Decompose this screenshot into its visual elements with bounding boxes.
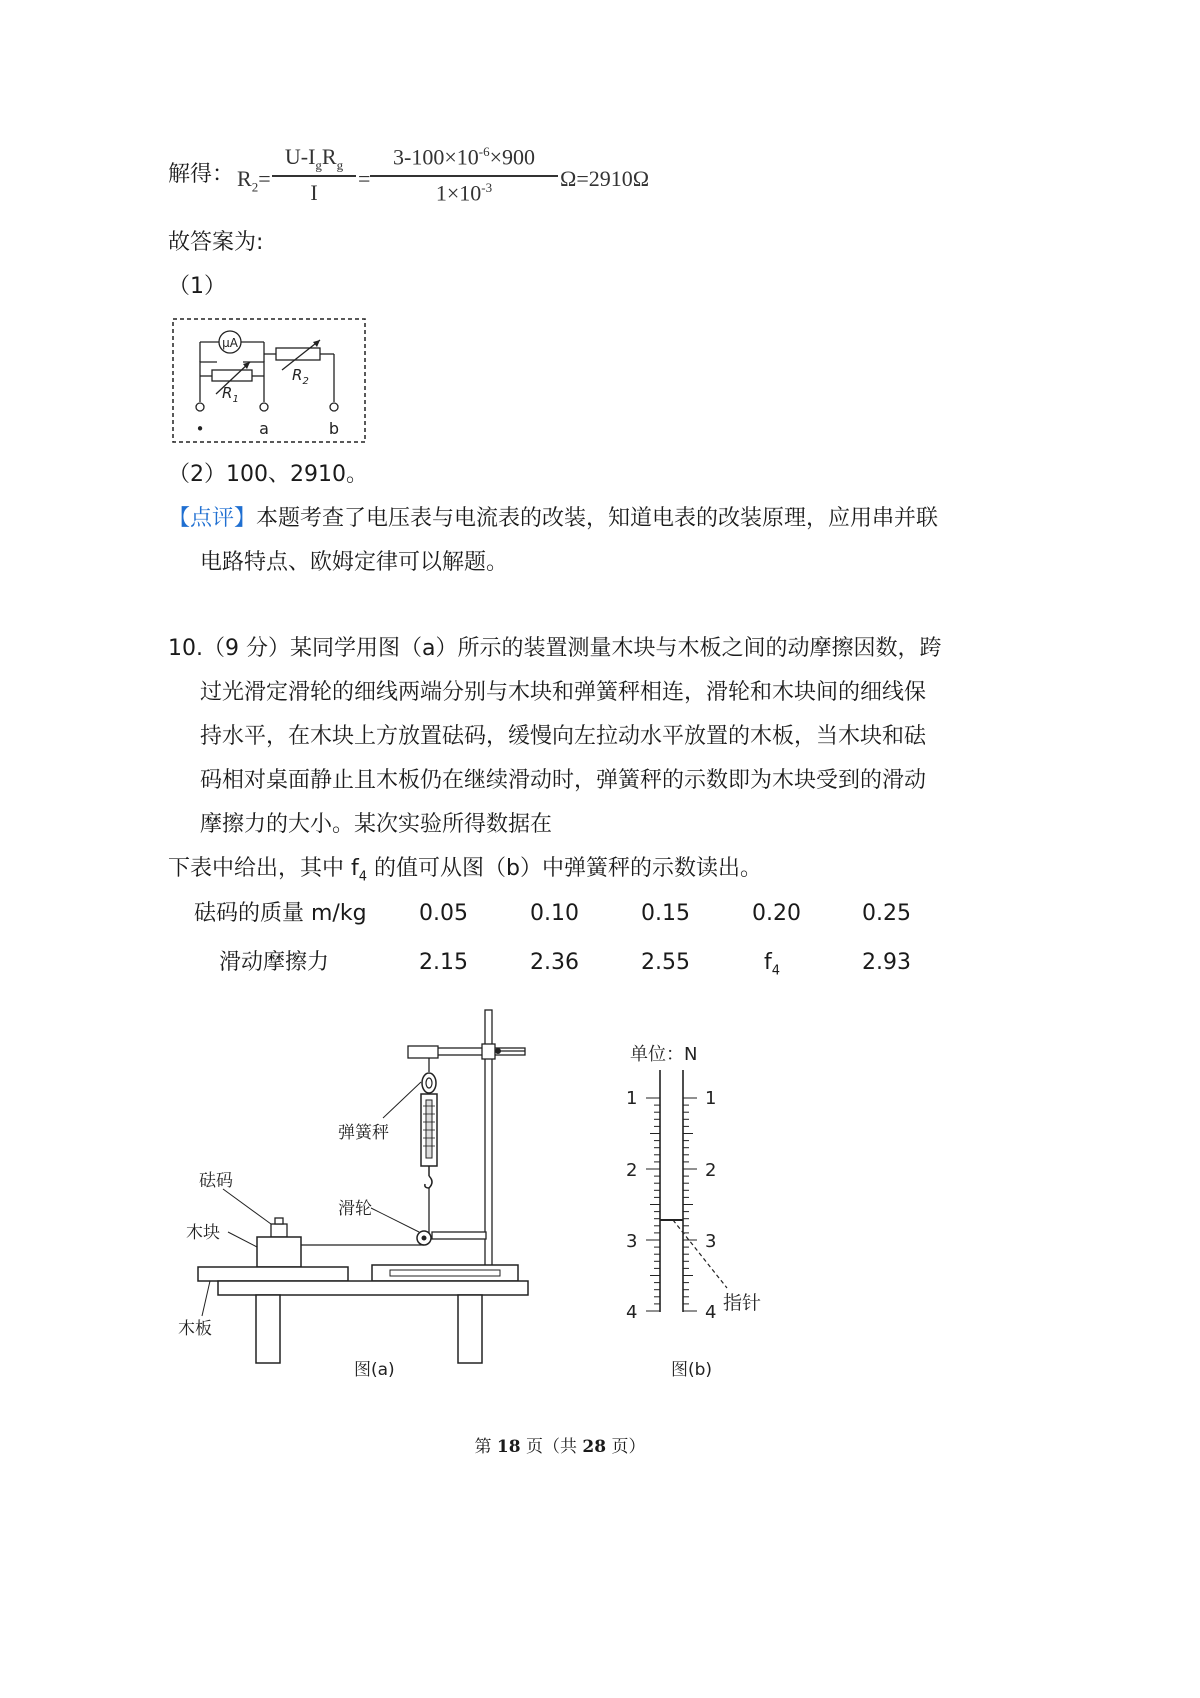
r2-symbol: $R_2=$ bbox=[237, 166, 271, 195]
table-top bbox=[218, 1281, 528, 1295]
terminal-b bbox=[330, 403, 338, 411]
terminal-a-label: a bbox=[259, 419, 269, 438]
part-1-label: （1） bbox=[168, 274, 226, 299]
terminal-common bbox=[196, 403, 204, 411]
circuit-diagram bbox=[172, 318, 367, 444]
label-pulley: 滑轮 bbox=[338, 1199, 372, 1219]
equals-sign: = bbox=[358, 166, 371, 191]
formula-result: Ω=2910Ω bbox=[560, 166, 650, 191]
question-line-3: 持水平，在木块上方放置砝码，缓慢向左拉动水平放置的木板，当木块和砝 bbox=[200, 724, 927, 749]
left-tick-label: 1 bbox=[626, 1088, 638, 1109]
right-tick-label: 4 bbox=[705, 1302, 717, 1323]
figure-b-caption: 图(b) bbox=[671, 1360, 713, 1380]
review-line-1: 【点评】本题考查了电压表与电流表的改装，知道电表的改装原理，应用串并联 bbox=[168, 506, 939, 531]
page-number: 18 bbox=[496, 1437, 521, 1457]
r1-label: $R_1$ bbox=[222, 384, 239, 405]
label-board: 木板 bbox=[178, 1319, 212, 1339]
table-cell: 2.36 bbox=[530, 950, 579, 975]
table-cell: 0.25 bbox=[862, 901, 911, 926]
fraction-1-bar bbox=[272, 175, 356, 177]
table-cell: 0.05 bbox=[419, 901, 468, 926]
terminal-a bbox=[260, 403, 268, 411]
left-tick-label: 3 bbox=[626, 1231, 638, 1252]
figure-a-caption: 图(a) bbox=[354, 1360, 395, 1380]
fraction-2-bar bbox=[370, 175, 558, 177]
question-line-6: 下表中给出，其中 $f_4$ 的值可从图（b）中弹簧秤的示数读出。 bbox=[168, 856, 762, 885]
answer-intro: 故答案为: bbox=[168, 230, 264, 255]
review-line-2: 电路特点、欧姆定律可以解题。 bbox=[200, 550, 509, 575]
question-line-2: 过光滑定滑轮的细线两端分别与木块和弹簧秤相连，滑轮和木块间的细线保 bbox=[200, 680, 927, 705]
figure-a-apparatus bbox=[168, 1000, 568, 1390]
weight bbox=[271, 1224, 287, 1237]
question-line-1: 10.（9 分）某同学用图（a）所示的装置测量木块与木板之间的动摩擦因数，跨 bbox=[168, 636, 942, 661]
wood-board bbox=[198, 1267, 348, 1281]
table-cell: 2.55 bbox=[641, 950, 690, 975]
left-ticks bbox=[646, 1098, 660, 1311]
fraction-1-numerator: $U-I_gR_g$ bbox=[284, 144, 344, 173]
left-tick-label: 2 bbox=[626, 1160, 638, 1181]
meter-label: μA bbox=[222, 336, 238, 350]
fraction-1-denominator: I bbox=[310, 180, 318, 205]
page-total: 28 bbox=[582, 1437, 607, 1457]
left-tick-label: 4 bbox=[626, 1302, 638, 1323]
table-cell: 0.20 bbox=[752, 901, 801, 926]
table-cell-f4: $f_4$ bbox=[764, 950, 781, 979]
table-cell: 2.93 bbox=[862, 950, 911, 975]
figure-b-scale bbox=[615, 1040, 805, 1390]
label-block: 木块 bbox=[186, 1223, 220, 1243]
right-tick-label: 1 bbox=[705, 1088, 717, 1109]
fraction-2-numerator: $3-100\times 10^{-6}\times 900$ bbox=[393, 144, 535, 170]
page-footer: 第 18 页（共 28 页） bbox=[474, 1437, 646, 1457]
label-weight: 砝码 bbox=[199, 1171, 233, 1191]
wood-block bbox=[257, 1237, 301, 1267]
terminal-b-label: b bbox=[328, 419, 340, 438]
table-cell: 2.15 bbox=[419, 950, 468, 975]
pointer-leader bbox=[673, 1220, 727, 1288]
r2-label: $R_2$ bbox=[292, 366, 309, 387]
right-tick-label: 2 bbox=[705, 1160, 717, 1181]
question-line-5: 摩擦力的大小。某次实验所得数据在 bbox=[200, 812, 553, 837]
table-cell: 0.10 bbox=[530, 901, 579, 926]
fraction-2-denominator: $1\times 10^{-3}$ bbox=[435, 180, 493, 206]
solution-label: 解得： bbox=[168, 162, 235, 187]
unit-label: 单位：N bbox=[630, 1044, 698, 1065]
right-ticks bbox=[683, 1098, 697, 1311]
part-2-answer: （2）100、2910。 bbox=[168, 462, 368, 487]
pointer-label: 指针 bbox=[723, 1292, 762, 1314]
label-spring-scale: 弹簧秤 bbox=[338, 1123, 389, 1143]
right-tick-label: 3 bbox=[705, 1231, 717, 1252]
review-tag: 【点评】 bbox=[168, 506, 257, 531]
question-line-4: 码相对桌面静止且木板仍在继续滑动时，弹簧秤的示数即为木块受到的滑动 bbox=[200, 768, 927, 793]
terminal-common-label: • bbox=[195, 420, 205, 438]
table-row1-label: 砝码的质量 m/kg bbox=[194, 901, 367, 926]
table-row2-label: 滑动摩擦力 bbox=[219, 950, 330, 975]
table-cell: 0.15 bbox=[641, 901, 690, 926]
